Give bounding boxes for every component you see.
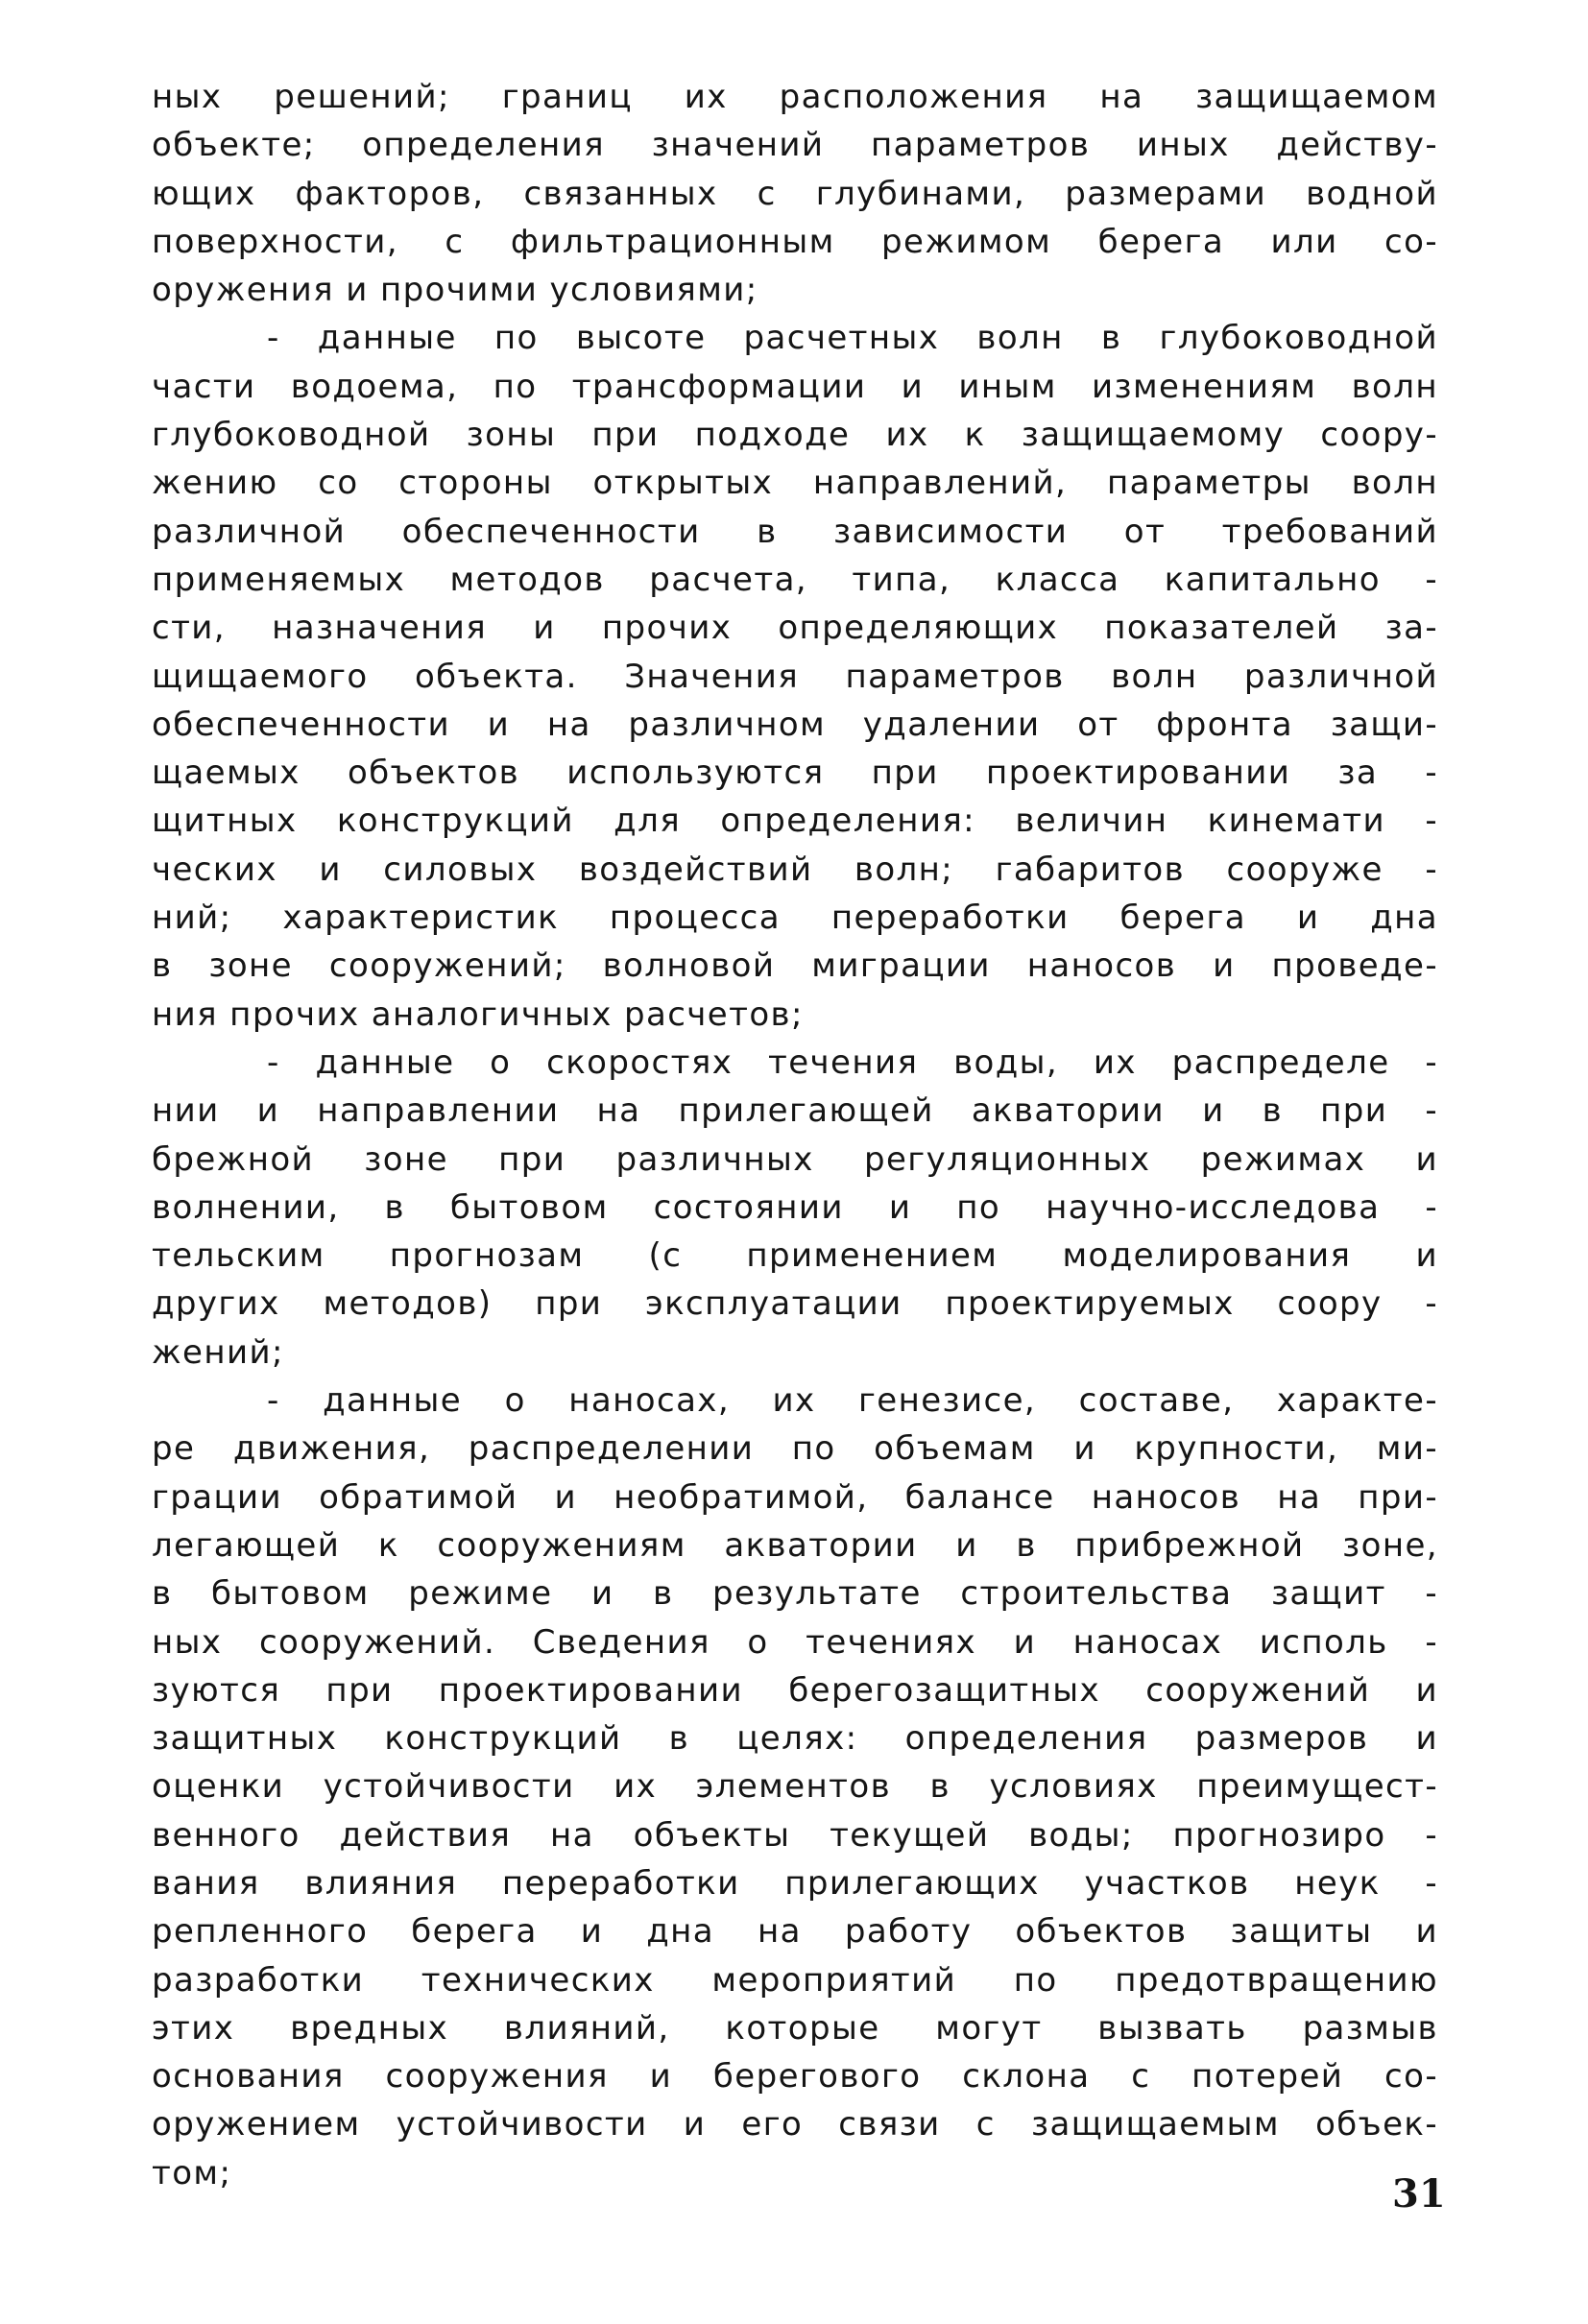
text-line-26: других методов) при эксплуатации проектируемых соору - xyxy=(152,1284,1438,1324)
text-line-14: обеспеченности и на различном удалении от фронта защи- xyxy=(152,705,1438,744)
text-line-5: оружения и прочими условиями; xyxy=(152,271,758,310)
text-line-35: защитных конструкций в целях: определения размеров и xyxy=(152,1719,1438,1759)
text-line-2: объекте; определения значений параметров иных действу- xyxy=(152,126,1438,165)
text-line-31: легающей к сооружениям акватории и в прибрежной зоне, xyxy=(152,1525,1438,1565)
text-line-22: нии и направлении на прилегающей акватории и в при - xyxy=(152,1091,1438,1131)
text-line-39: репленного берега и дна на работу объектов защиты и xyxy=(152,1912,1438,1952)
text-line-24: волнении, в бытовом состоянии и по научно-исследова - xyxy=(152,1187,1438,1227)
text-line-32: в бытовом режиме и в результате строительства защит - xyxy=(152,1574,1438,1614)
text-line-33: ных сооружений. Сведения о течениях и наносах исполь - xyxy=(152,1622,1438,1662)
text-line-41: этих вредных влияний, которые могут вызвать размыв xyxy=(152,2008,1438,2048)
text-line-4: поверхности, с фильтрационным режимом берега или со- xyxy=(152,222,1438,261)
text-line-11: применяемых методов расчета, типа, класса капитально - xyxy=(152,560,1438,599)
text-line-10: различной обеспеченности в зависимости от требований xyxy=(152,512,1438,551)
text-line-13: щищаемого объекта. Значения параметров волн различной xyxy=(152,657,1438,696)
text-line-12: сти, назначения и прочих определяющих показателей за- xyxy=(152,609,1438,648)
text-line-23: брежной зоне при различных регуляционных режимах и xyxy=(152,1139,1438,1179)
text-line-40: разработки технических мероприятий по предотвращению xyxy=(152,1960,1438,2000)
text-line-25: тельским прогнозам (с применением моделирования и xyxy=(152,1236,1438,1276)
text-line-44: том; xyxy=(152,2153,232,2192)
text-line-27: жений; xyxy=(152,1332,284,1372)
text-line-20: ния прочих аналогичных расчетов; xyxy=(152,994,804,1034)
text-line-36: оценки устойчивости их элементов в условиях преимущест- xyxy=(152,1767,1438,1807)
text-line-34: зуются при проектировании берегозащитных сооружений и xyxy=(152,1670,1438,1710)
text-line-1: ных решений; границ их расположения на защищаемом xyxy=(152,78,1438,116)
text-line-29: ре движения, распределении по объемам и крупности, ми- xyxy=(152,1429,1438,1469)
text-line-19: в зоне сооружений; волновой миграции наносов и проведе- xyxy=(152,946,1438,986)
text-line-21: - данные о скоростях течения воды, их распределе - xyxy=(267,1042,1438,1082)
text-line-43: оружением устойчивости и его связи с защищаемым объек- xyxy=(152,2105,1438,2144)
text-line-8: глубоководной зоны при подходе их к защищаемому соору- xyxy=(152,416,1438,455)
page-body xyxy=(152,73,1438,2197)
text-line-42: основания сооружения и берегового склона с потерей со- xyxy=(152,2057,1438,2096)
text-line-7: части водоема, по трансформации и иным изменениям волн xyxy=(152,367,1438,406)
text-line-28: - данные о наносах, их генезисе, составе, характе- xyxy=(267,1381,1438,1421)
text-line-6: - данные по высоте расчетных волн в глубоководной xyxy=(267,319,1438,358)
text-line-16: щитных конструкций для определения: величин кинемати - xyxy=(152,802,1438,841)
text-line-30: грации обратимой и необратимой, балансе наносов на при- xyxy=(152,1477,1438,1517)
text-line-15: щаемых объектов используются при проектировании за - xyxy=(152,754,1438,793)
text-line-3: ющих факторов, связанных с глубинами, размерами водной xyxy=(152,174,1438,213)
text-line-9: жению со стороны открытых направлений, параметры волн xyxy=(152,464,1438,503)
text-line-17: ческих и силовых воздействий волн; габаритов сооруже - xyxy=(152,850,1438,889)
page-number: 31 xyxy=(1392,2171,1446,2216)
text-line-37: венного действия на объекты текущей воды; прогнозиро - xyxy=(152,1815,1438,1855)
text-line-38: вания влияния переработки прилегающих участков неук - xyxy=(152,1863,1438,1903)
text-line-18: ний; характеристик процесса переработки берега и дна xyxy=(152,898,1438,938)
